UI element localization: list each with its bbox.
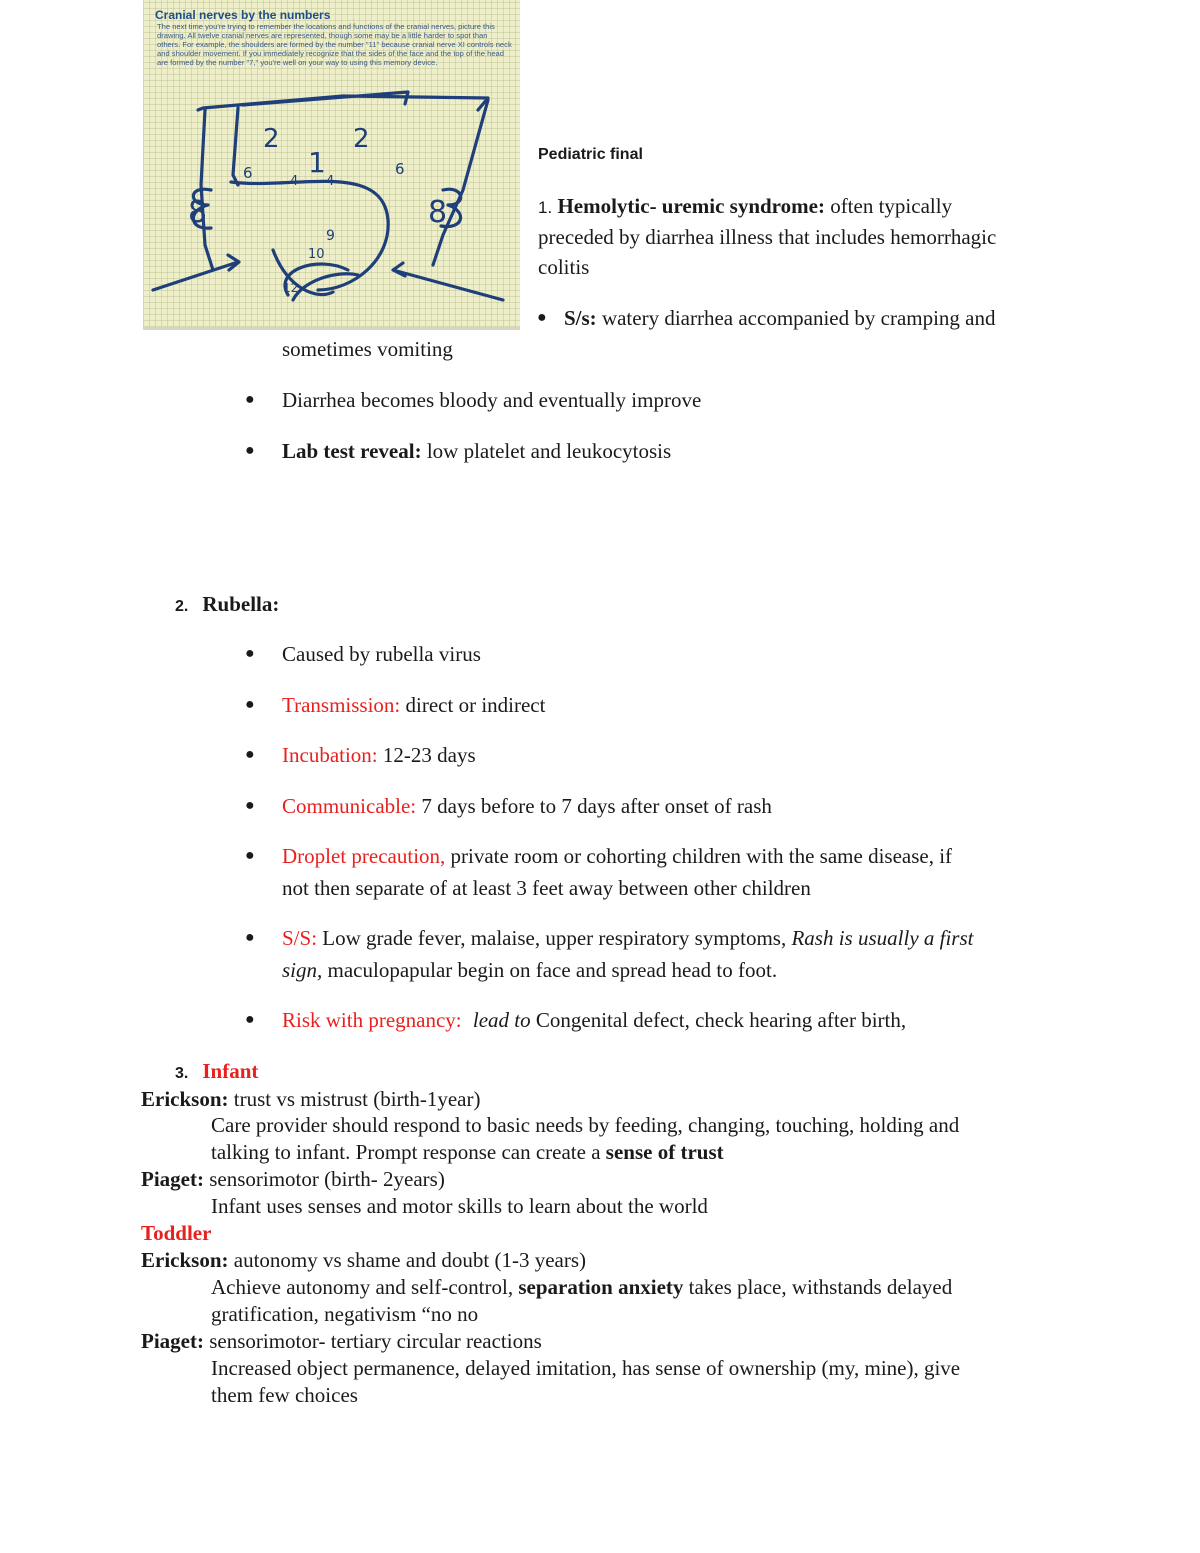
section2-number: 2. <box>175 598 189 615</box>
nerve-number: 12 <box>283 281 299 295</box>
infant-piaget-label: Piaget: <box>141 1167 204 1191</box>
rubella-caused-item: Caused by rubella virus <box>282 642 481 666</box>
nerve-number: 9 <box>326 228 335 244</box>
rubella-ss-text2: maculopapular begin on face and spread head to foot. <box>327 958 778 982</box>
toddler-piaget-label: Piaget: <box>141 1329 204 1353</box>
hus-lab-text: low platelet and leukocytosis <box>426 439 672 463</box>
hus-ss-label: S/s: <box>564 306 597 330</box>
toddler-desc-bold: separation anxiety <box>518 1275 684 1299</box>
hus-diarrhea-item: Diarrhea becomes bloody and eventually improve <box>282 388 702 412</box>
toddler-title: Toddler <box>141 1221 212 1245</box>
bullet-icon: ● <box>245 746 255 763</box>
cranial-nerves-figure <box>143 0 520 330</box>
infant-care-line2 <box>211 1139 724 1166</box>
figure-title: Cranial nerves by the numbers <box>155 8 331 22</box>
communicable-text: 7 days before to 7 days after onset of rash <box>421 794 772 818</box>
rubella-risk-item <box>282 1005 906 1036</box>
toddler-piaget-line2: them few choices <box>211 1383 358 1407</box>
nerve-number: 4 <box>326 174 335 189</box>
section1-heading <box>538 191 952 223</box>
bullet-icon: ● <box>537 309 547 326</box>
section3-heading <box>175 1058 258 1087</box>
nerve-number: 6 <box>395 160 405 178</box>
hus-ss-item <box>564 303 996 334</box>
infant-erickson-text: trust vs mistrust (birth-1year) <box>233 1087 481 1111</box>
toddler-erickson-label: Erickson: <box>141 1248 229 1272</box>
section2-title: Rubella: <box>202 592 280 616</box>
section1-desc: often typically <box>830 194 953 218</box>
toddler-erickson-text: autonomy vs shame and doubt (1-3 years) <box>233 1248 587 1272</box>
rubella-incubation-item <box>282 740 476 771</box>
hus-ss-text: watery diarrhea accompanied by cramping and <box>601 306 996 330</box>
bullet-icon: ● <box>245 696 255 713</box>
transmission-text: direct or indirect <box>405 693 546 717</box>
rubella-transmission-item <box>282 690 545 721</box>
risk-label: Risk with pregnancy: <box>282 1008 462 1032</box>
risk-text: Congenital defect, check hearing after birth, <box>535 1008 907 1032</box>
section3-title: Infant <box>202 1059 259 1083</box>
infant-care-bold: sense of trust <box>605 1140 724 1164</box>
infant-care-text: talking to infant. Prompt response can create a <box>211 1140 601 1164</box>
rubella-ss-italic: Rash is usually a first <box>791 926 974 950</box>
rubella-communicable-item <box>282 791 772 822</box>
bullet-icon: ● <box>245 442 255 459</box>
toddler-piaget <box>141 1328 542 1355</box>
nerve-number: 2 <box>263 124 280 154</box>
rubella-ss-label: S/S: <box>282 926 318 950</box>
rubella-ss-line2 <box>282 955 777 986</box>
nerve-number: 10 <box>308 247 325 262</box>
transmission-label: Transmission: <box>282 693 401 717</box>
section1-desc-line3: colitis <box>538 255 590 279</box>
nerve-number: 4 <box>290 174 299 189</box>
nerve-number: 2 <box>353 124 370 154</box>
incubation-text: 12-23 days <box>382 743 476 767</box>
droplet-text-line2: not then separate of at least 3 feet away between other children <box>282 876 811 900</box>
figure-caption: The next time you're trying to remember the locations and functions of the cranial nerves, picture this drawing. All twelve cranial nerves are represented, though some may be a little harder to spot than others. For example, the shoulders are formed by the number "11" because cranial nerve XI controls neck and shoulder movement. If you immediately recognize that the sides of the face and the top of the head are formed by the number "7," you're well on your way to using this memory device. <box>157 22 512 67</box>
droplet-text: private room or cohorting children with the same disease, if <box>450 844 953 868</box>
risk-italic: lead to <box>472 1008 531 1032</box>
infant-erickson <box>141 1086 480 1113</box>
toddler-desc-line1 <box>211 1274 952 1301</box>
section1-desc-line2: preceded by diarrhea illness that includes hemorrhagic <box>538 225 997 249</box>
hus-ss-text-line2: sometimes vomiting <box>282 337 453 361</box>
toddler-piaget-line1: Increased object permanence, delayed imitation, has sense of ownership (my, mine), give <box>211 1356 961 1380</box>
bullet-icon: ● <box>245 645 255 662</box>
document-title: Pediatric final <box>538 146 643 163</box>
bullet-icon: ● <box>245 391 255 408</box>
bullet-icon: ● <box>245 797 255 814</box>
rubella-ss-italic2: sign, <box>282 958 323 982</box>
toddler-desc-b: takes place, withstands delayed <box>688 1275 953 1299</box>
hus-lab-item <box>282 436 671 467</box>
nerve-number: 8 <box>188 195 208 230</box>
infant-piaget-text: sensorimotor (birth- 2years) <box>209 1167 445 1191</box>
infant-care-line1: Care provider should respond to basic needs by feeding, changing, touching, holding and <box>211 1113 960 1137</box>
infant-erickson-label: Erickson: <box>141 1087 229 1111</box>
rubella-ss-text: Low grade fever, malaise, upper respiratory symptoms, <box>322 926 787 950</box>
bullet-icon: ● <box>245 847 255 864</box>
figure-numbers <box>188 124 447 295</box>
section2-heading <box>175 589 279 622</box>
communicable-label: Communicable: <box>282 794 417 818</box>
section1-title: Hemolytic- uremic syndrome: <box>557 194 825 218</box>
toddler-desc-a: Achieve autonomy and self-control, <box>211 1275 514 1299</box>
toddler-erickson <box>141 1247 586 1274</box>
nerve-number: 8 <box>428 195 448 230</box>
nerve-number: 1 <box>308 146 326 179</box>
hus-lab-label: Lab test reveal: <box>282 439 422 463</box>
incubation-label: Incubation: <box>282 743 378 767</box>
infant-piaget-desc: Infant uses senses and motor skills to learn about the world <box>211 1194 708 1218</box>
section3-number: 3. <box>175 1065 189 1082</box>
rubella-droplet-item <box>282 841 952 872</box>
droplet-label: Droplet precaution, <box>282 844 446 868</box>
infant-piaget <box>141 1166 445 1193</box>
toddler-piaget-text: sensorimotor- tertiary circular reactions <box>209 1329 542 1353</box>
nerve-number: 6 <box>243 164 253 182</box>
bullet-icon: ● <box>245 1011 255 1028</box>
toddler-desc-line2: gratification, negativism “no no <box>211 1302 479 1326</box>
bullet-icon: ● <box>245 929 255 946</box>
section1-number: 1. <box>538 198 553 217</box>
rubella-ss-item <box>282 923 974 954</box>
